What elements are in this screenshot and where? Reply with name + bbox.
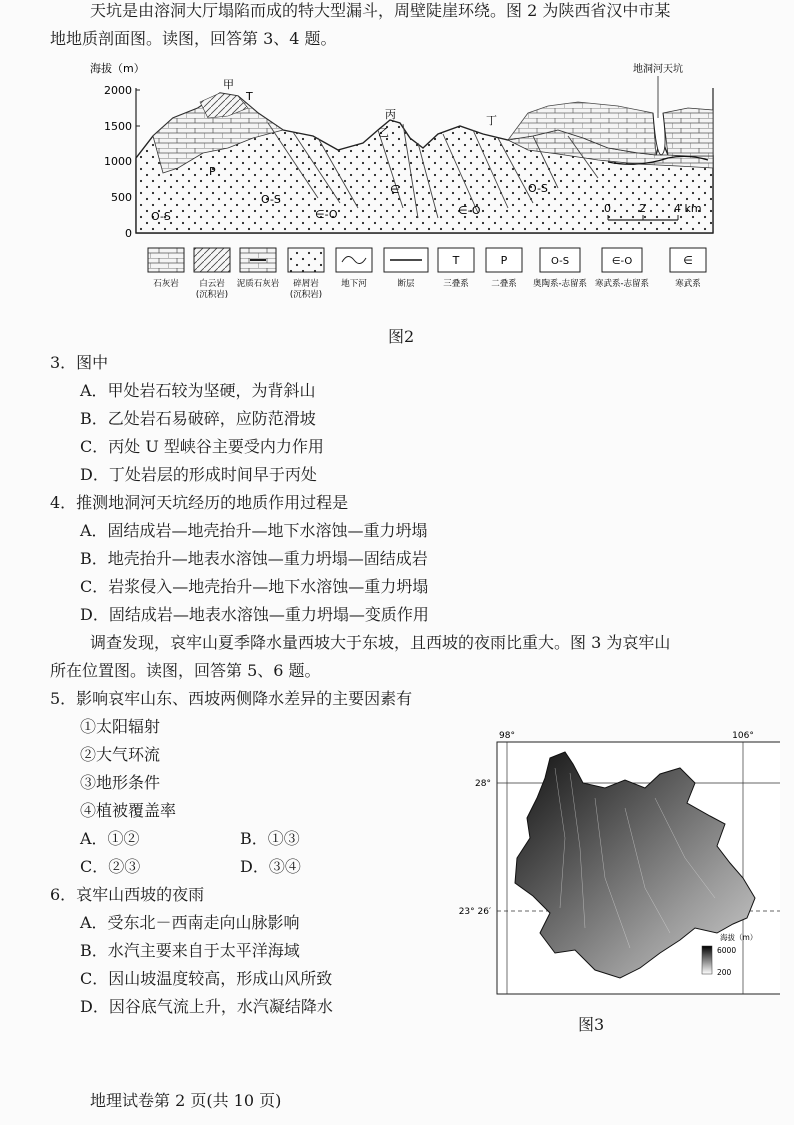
q3-option-c: C．丙处 U 型峡谷主要受内力作用 bbox=[80, 437, 324, 456]
q5-option-c: C．②③ bbox=[80, 857, 141, 876]
q5-item-3: ③地形条件 bbox=[80, 773, 161, 792]
figure-2-cross-section bbox=[78, 58, 728, 310]
legend-label2-1: (沉积岩) bbox=[195, 290, 229, 300]
stratum-OS-3: O-S bbox=[528, 182, 548, 195]
legend-label2-3: (沉积岩) bbox=[289, 290, 323, 300]
elev-legend-max: 6000 bbox=[717, 946, 737, 955]
svg-text:0: 0 bbox=[604, 202, 611, 215]
figure-3-map bbox=[455, 728, 780, 998]
q6-option-c: C．因山坡温度较高，形成山风所致 bbox=[80, 969, 333, 988]
q5-option-b: B．①③ bbox=[240, 829, 300, 848]
legend-symbol-6: T bbox=[452, 254, 460, 267]
legend-label-4: 地下河 bbox=[341, 279, 367, 289]
stratum-P: P bbox=[209, 165, 216, 178]
lat-28-label: 28° bbox=[475, 779, 491, 789]
q3-option-a: A．甲处岩石较为坚硬，为背斜山 bbox=[80, 381, 316, 400]
point-yi: 乙 bbox=[378, 126, 389, 139]
point-jia: 甲 bbox=[223, 78, 234, 91]
elev-legend-min: 200 bbox=[717, 968, 732, 977]
intro-line-1: 天坑是由溶洞大厅塌陷而成的特大型漏斗，周壁陡崖环绕。图 2 为陕西省汉中市某 bbox=[90, 1, 671, 20]
q4-option-a: A．固结成岩—地壳抬升—地下水溶蚀—重力坍塌 bbox=[80, 521, 428, 540]
q6-option-a: A．受东北－西南走向山脉影响 bbox=[80, 913, 300, 932]
legend-label-2: 泥质石灰岩 bbox=[236, 279, 280, 289]
q4-option-d: D．固结成岩—地表水溶蚀—重力坍塌—变质作用 bbox=[80, 605, 429, 624]
q5-item-4: ④植被覆盖率 bbox=[80, 801, 177, 820]
svg-text:4 km: 4 km bbox=[674, 202, 702, 215]
stratum-OS-1: O-S bbox=[151, 210, 171, 223]
y-tick-2000: 2000 bbox=[104, 84, 132, 97]
legend-symbol-8: O-S bbox=[550, 256, 570, 267]
legend-label-9: 寒武系-志留系 bbox=[594, 279, 650, 289]
q3-option-d: D．丁处岩层的形成时间早于丙处 bbox=[80, 465, 317, 484]
y-axis-label: 海拔（m） bbox=[90, 62, 145, 75]
q4-stem: 4．推测地洞河天坑经历的地质作用过程是 bbox=[50, 493, 349, 512]
q4-option-b: B．地壳抬升—地表水溶蚀—重力坍塌—固结成岩 bbox=[80, 549, 428, 568]
point-ding: 丁 bbox=[486, 114, 497, 127]
elev-legend-title: 海拔（m） bbox=[720, 933, 758, 942]
legend-label-10: 寒武系 bbox=[675, 279, 701, 289]
figure-3-caption: 图3 bbox=[578, 1015, 605, 1034]
stratum-E: ∈ bbox=[390, 183, 400, 196]
q3-stem: 3．图中 bbox=[50, 353, 109, 372]
q4-option-c: C．岩浆侵入—地壳抬升—地下水溶蚀—重力坍塌 bbox=[80, 577, 429, 596]
q5-option-d: D．③④ bbox=[240, 857, 301, 876]
legend-symbol-7: P bbox=[500, 254, 508, 267]
q5-item-2: ②大气环流 bbox=[80, 745, 161, 764]
stratum-T-1: T bbox=[246, 90, 253, 103]
figure-2-caption: 图2 bbox=[388, 327, 415, 346]
legend-label-5: 断层 bbox=[397, 279, 415, 289]
stratum-EO-1: ∈-O bbox=[315, 208, 338, 221]
svg-text:2: 2 bbox=[639, 202, 646, 215]
legend-label-3: 碎屑岩 bbox=[293, 279, 319, 289]
point-bing: 丙 bbox=[385, 108, 396, 121]
legend-label-7: 二叠系 bbox=[491, 279, 517, 289]
stratum-EO-2: ∈-O bbox=[458, 204, 481, 217]
q3-option-b: B．乙处岩石易破碎，应防范滑坡 bbox=[80, 409, 316, 428]
q5-stem: 5．影响哀牢山东、西坡两侧降水差异的主要因素有 bbox=[50, 689, 413, 708]
q6-stem: 6．哀牢山西坡的夜雨 bbox=[50, 885, 205, 904]
legend-symbol-10: ∈ bbox=[683, 254, 693, 267]
y-tick-1500: 1500 bbox=[104, 120, 132, 133]
intro-line-4: 所在位置图。读图，回答第 5、6 题。 bbox=[50, 661, 321, 680]
q5-item-1: ①太阳辐射 bbox=[80, 717, 161, 736]
lat-23-label: 23° 26′ bbox=[458, 907, 491, 917]
y-tick-0: 0 bbox=[125, 227, 132, 240]
legend-label-0: 石灰岩 bbox=[153, 279, 179, 289]
y-tick-1000: 1000 bbox=[104, 155, 132, 168]
lon-98-label: 98° bbox=[499, 731, 515, 741]
lon-106-label: 106° bbox=[732, 731, 754, 741]
y-tick-500: 500 bbox=[111, 191, 132, 204]
legend-label-1: 白云岩 bbox=[199, 279, 225, 289]
q6-option-d: D．因谷底气流上升，水汽凝结降水 bbox=[80, 997, 333, 1016]
intro-line-3: 调查发现，哀牢山夏季降水量西坡大于东坡，且西坡的夜雨比重大。图 3 为哀牢山 bbox=[90, 633, 671, 652]
intro-line-2: 地地质剖面图。读图，回答第 3、4 题。 bbox=[50, 29, 337, 48]
q6-option-b: B．水汽主要来自于太平洋海域 bbox=[80, 941, 300, 960]
legend-label-8: 奥陶系-志留系 bbox=[532, 279, 588, 289]
figure-2-legend bbox=[148, 248, 706, 300]
legend-symbol-9: ∈-O bbox=[611, 256, 633, 267]
tiankeng-label: 地洞河天坑 bbox=[633, 64, 683, 75]
stratum-OS-2: O-S bbox=[261, 193, 281, 206]
page-footer: 地理试卷第 2 页(共 10 页) bbox=[90, 1091, 282, 1110]
legend-label-6: 三叠系 bbox=[443, 279, 469, 289]
q5-option-a: A．①② bbox=[80, 829, 140, 848]
